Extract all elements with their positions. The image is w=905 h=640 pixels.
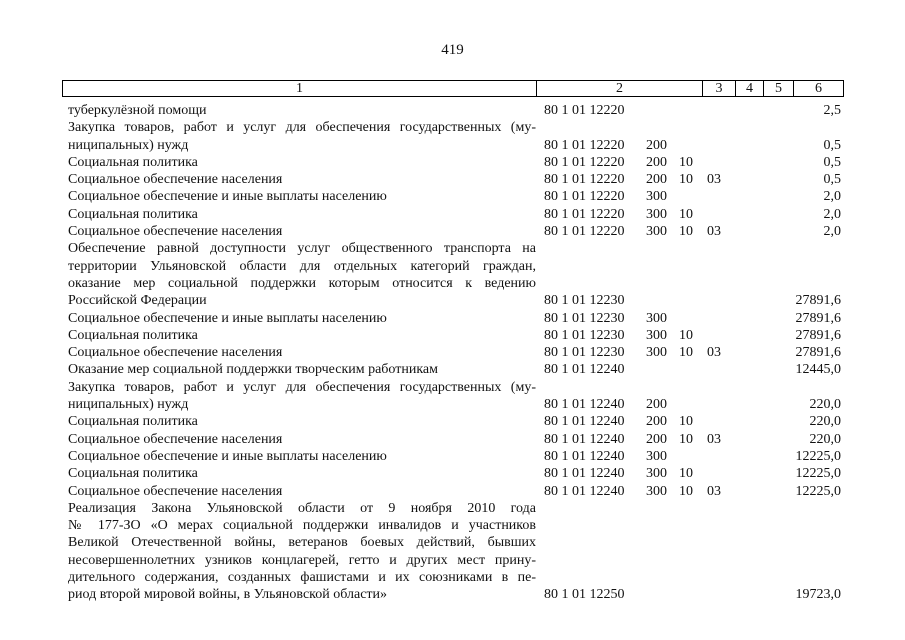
row-name <box>68 500 536 604</box>
row-col4: 10 <box>679 327 693 343</box>
row-name-line: риод второй мировой войны, в Ульяновской области» <box>68 587 388 603</box>
row-col3: 300 <box>646 448 667 464</box>
table-row <box>0 188 905 205</box>
header-col-2: 2 <box>537 81 703 96</box>
row-col3: 200 <box>646 414 667 430</box>
row-name-line: Социальное обеспечение населения <box>68 172 283 188</box>
row-col3: 200 <box>646 172 667 188</box>
table-row <box>0 500 905 604</box>
row-value: 0,5 <box>823 154 841 170</box>
row-col3: 300 <box>646 345 667 361</box>
table-row <box>0 431 905 448</box>
row-code: 80 1 01 12230 <box>544 345 625 361</box>
row-col3: 300 <box>646 466 667 482</box>
table-row <box>0 379 905 414</box>
row-col3: 200 <box>646 431 667 447</box>
row-value: 2,0 <box>823 206 841 222</box>
row-name-line: Социальная политика <box>68 466 198 482</box>
row-code: 80 1 01 12230 <box>544 310 625 326</box>
row-name-line: Социальное обеспечение и иные выплаты населению <box>68 448 387 464</box>
page-number: 419 <box>441 42 464 58</box>
row-col4: 10 <box>679 206 693 222</box>
row-name-line: Социальная политика <box>68 154 198 170</box>
row-col3: 300 <box>646 483 667 499</box>
row-name-line: Социальное обеспечение и иные выплаты населению <box>68 189 387 205</box>
table-row <box>0 483 905 500</box>
table-body <box>0 102 905 604</box>
row-col3: 300 <box>646 310 667 326</box>
row-name <box>68 448 536 465</box>
row-value: 27891,6 <box>795 293 841 309</box>
header-col-1: 1 <box>63 81 537 96</box>
row-col3: 300 <box>646 224 667 240</box>
row-col4: 10 <box>679 172 693 188</box>
row-code: 80 1 01 12220 <box>544 137 625 153</box>
row-name <box>68 361 536 378</box>
row-name-line: Закупка товаров, работ и услуг для обеспечения государственных (му- <box>68 379 536 395</box>
row-col5: 03 <box>707 345 721 361</box>
row-col4: 10 <box>679 414 693 430</box>
row-code: 80 1 01 12220 <box>544 224 625 240</box>
row-value: 12445,0 <box>795 362 841 378</box>
row-name-line: Оказание мер социальной поддержки творческим работникам <box>68 362 439 378</box>
row-code: 80 1 01 12240 <box>544 362 625 378</box>
row-col3: 300 <box>646 189 667 205</box>
row-col4: 10 <box>679 224 693 240</box>
row-value: 19723,0 <box>795 587 841 603</box>
row-name-line: территории Ульяновской области для отдельных категорий граждан, <box>68 258 536 274</box>
row-name-line: Реализация Закона Ульяновской области от 9 ноября 2010 года <box>68 500 536 516</box>
row-col3: 300 <box>646 206 667 222</box>
row-value: 12225,0 <box>795 483 841 499</box>
row-code: 80 1 01 12240 <box>544 448 625 464</box>
row-col4: 10 <box>679 483 693 499</box>
row-name <box>68 223 536 240</box>
row-code: 80 1 01 12240 <box>544 483 625 499</box>
row-name <box>68 483 536 500</box>
row-name <box>68 240 536 309</box>
row-code: 80 1 01 12240 <box>544 466 625 482</box>
table-row <box>0 119 905 154</box>
row-col4: 10 <box>679 154 693 170</box>
row-name-line: несовершеннолетних узников концлагерей, гетто и других мест прину- <box>68 552 536 568</box>
row-name-line: Великой Отечественной войны, ветеранов боевых действий, бывших <box>68 535 536 551</box>
row-name-line: туберкулёзной помощи <box>68 103 207 118</box>
row-col5: 03 <box>707 172 721 188</box>
row-name-line: Закупка товаров, работ и услуг для обеспечения государственных (му- <box>68 120 536 136</box>
table-row <box>0 240 905 309</box>
row-name <box>68 413 536 430</box>
row-col5: 03 <box>707 224 721 240</box>
header-col-3: 3 <box>703 81 736 96</box>
header-col-4: 4 <box>736 81 764 96</box>
row-col3: 200 <box>646 137 667 153</box>
row-value: 2,5 <box>823 103 841 118</box>
table-row <box>0 310 905 327</box>
table-row <box>0 206 905 223</box>
row-name <box>68 379 536 414</box>
row-name-line: Социальная политика <box>68 206 198 222</box>
row-name <box>68 102 536 119</box>
row-name-line: ниципальных) нужд <box>68 397 189 413</box>
header-col-6: 6 <box>815 81 822 96</box>
row-col3: 200 <box>646 154 667 170</box>
row-col3: 200 <box>646 397 667 413</box>
row-code: 80 1 01 12230 <box>544 327 625 343</box>
table-header <box>62 80 844 97</box>
row-value: 27891,6 <box>795 345 841 361</box>
row-code: 80 1 01 12250 <box>544 587 625 603</box>
row-value: 12225,0 <box>795 466 841 482</box>
row-value: 220,0 <box>809 431 841 447</box>
row-value: 27891,6 <box>795 327 841 343</box>
row-name-line: Российской Федерации <box>68 293 207 309</box>
table-row <box>0 465 905 482</box>
table-row <box>0 327 905 344</box>
row-name-line: Социальное обеспечение населения <box>68 345 283 361</box>
row-name <box>68 327 536 344</box>
row-code: 80 1 01 12220 <box>544 189 625 205</box>
row-value: 0,5 <box>823 137 841 153</box>
row-value: 27891,6 <box>795 310 841 326</box>
table-row <box>0 413 905 430</box>
table-row <box>0 171 905 188</box>
row-name <box>68 119 536 154</box>
row-code: 80 1 01 12220 <box>544 154 625 170</box>
row-col3: 300 <box>646 327 667 343</box>
row-name <box>68 344 536 361</box>
row-code: 80 1 01 12240 <box>544 414 625 430</box>
row-value: 220,0 <box>809 414 841 430</box>
row-name-line: ниципальных) нужд <box>68 137 189 153</box>
table-row <box>0 154 905 171</box>
table-row <box>0 448 905 465</box>
row-name-line: Социальная политика <box>68 414 198 430</box>
row-value: 220,0 <box>809 397 841 413</box>
row-col4: 10 <box>679 431 693 447</box>
row-name-line: Социальное обеспечение и иные выплаты населению <box>68 310 387 326</box>
row-code: 80 1 01 12220 <box>544 172 625 188</box>
row-name-line: Социальное обеспечение населения <box>68 224 283 240</box>
row-name <box>68 465 536 482</box>
row-name <box>68 310 536 327</box>
row-code: 80 1 01 12220 <box>544 206 625 222</box>
table-row <box>0 102 905 119</box>
row-name <box>68 431 536 448</box>
row-name <box>68 154 536 171</box>
row-code: 80 1 01 12240 <box>544 397 625 413</box>
row-col5: 03 <box>707 431 721 447</box>
row-value: 0,5 <box>823 172 841 188</box>
row-code: 80 1 01 12230 <box>544 293 625 309</box>
table-row <box>0 344 905 361</box>
row-name-line: Обеспечение равной доступности услуг общественного транспорта на <box>68 241 536 257</box>
row-code: 80 1 01 12220 <box>544 103 625 118</box>
row-name-line: № 177-ЗО «О мерах социальной поддержки инвалидов и участников <box>68 518 536 534</box>
header-col-5: 5 <box>764 81 794 96</box>
table-row <box>0 223 905 240</box>
row-name-line: Социальное обеспечение населения <box>68 483 283 499</box>
row-value: 12225,0 <box>795 448 841 464</box>
row-code: 80 1 01 12240 <box>544 431 625 447</box>
row-name-line: оказание мер социальной поддержки которым относится к ведению <box>68 275 536 291</box>
row-name <box>68 171 536 188</box>
row-col4: 10 <box>679 466 693 482</box>
row-name-line: Социальное обеспечение населения <box>68 431 283 447</box>
row-value: 2,0 <box>823 189 841 205</box>
row-name <box>68 206 536 223</box>
row-col4: 10 <box>679 345 693 361</box>
table-row <box>0 361 905 378</box>
row-col5: 03 <box>707 483 721 499</box>
row-name-line: дительного содержания, созданных фашистами и их союзниками в пе- <box>68 570 536 586</box>
row-name-line: Социальная политика <box>68 327 198 343</box>
row-value: 2,0 <box>823 224 841 240</box>
row-name <box>68 188 536 205</box>
